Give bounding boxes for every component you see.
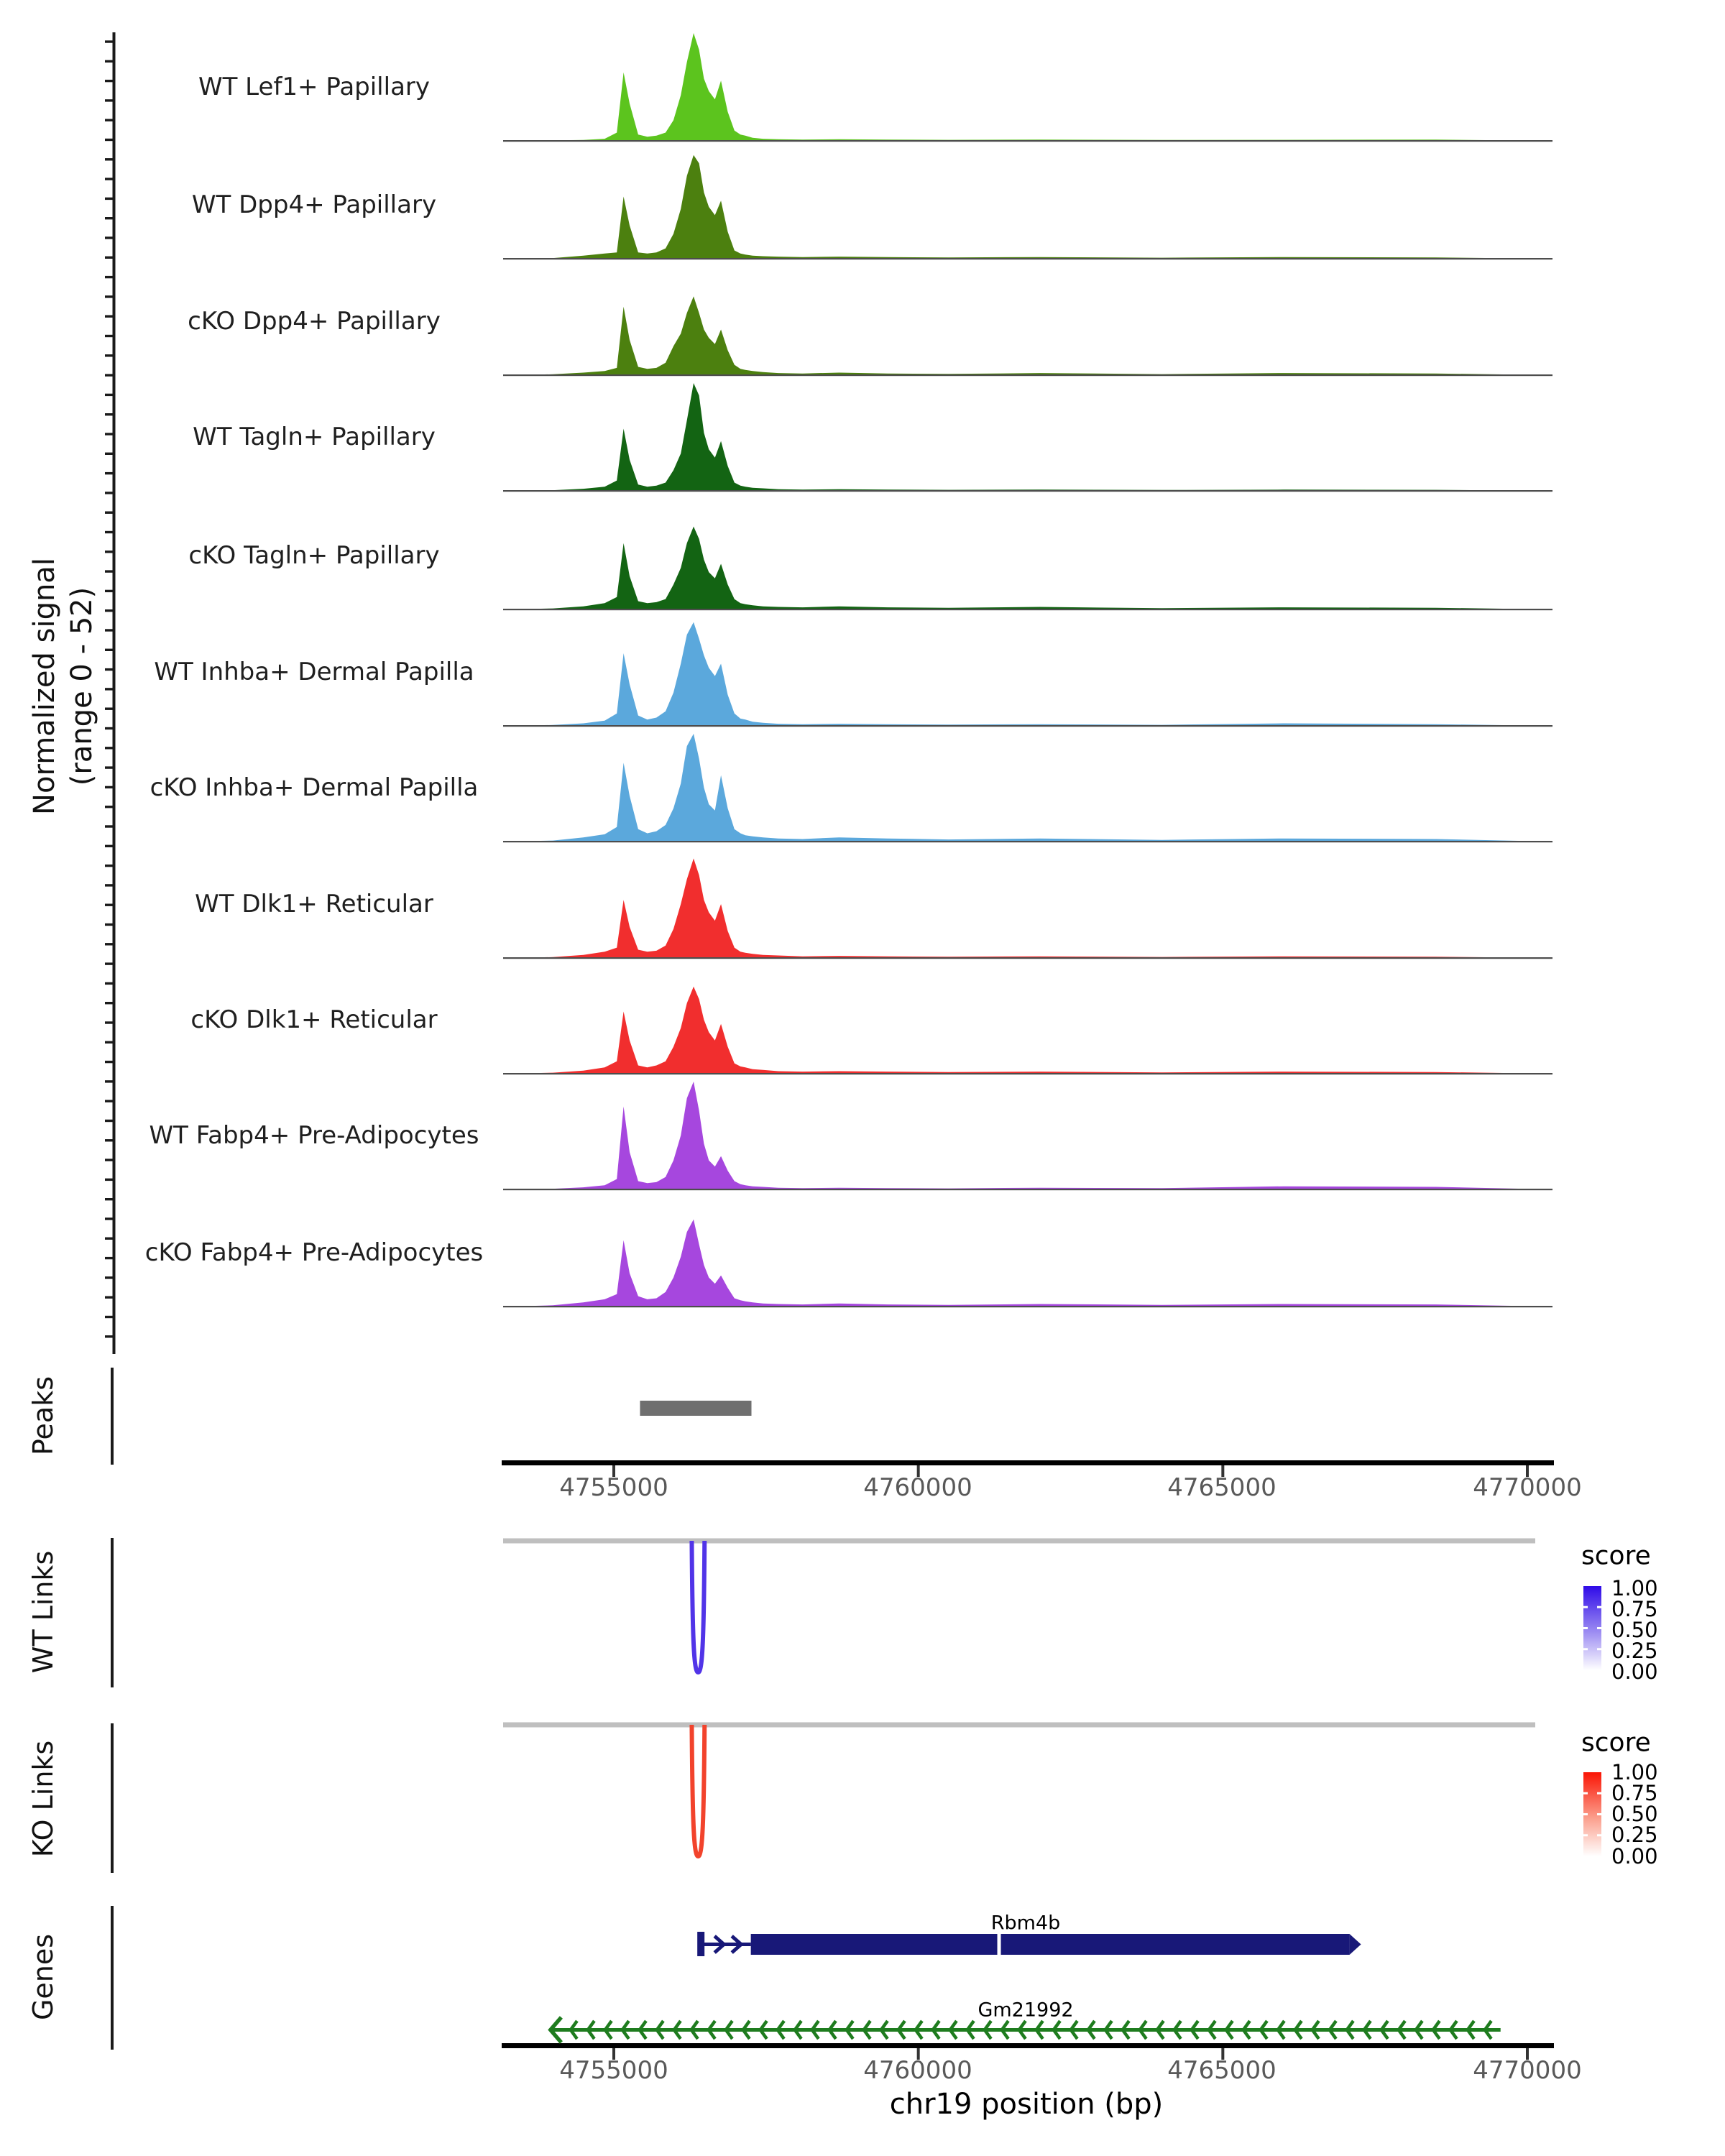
track-baseline <box>503 725 1552 727</box>
ko-legend-0.00: 0.00 <box>1611 1844 1658 1869</box>
y-axis-sublabel: (range 0 - 52) <box>65 586 98 786</box>
track-baseline <box>503 140 1552 142</box>
track-baseline <box>503 957 1552 959</box>
track-label-wt-tagln: WT Tagln+ Papillary <box>193 423 436 451</box>
bottom-axis-tick-4755000: 4755000 <box>559 2056 668 2085</box>
gene-label-rbm4b: Rbm4b <box>990 1912 1061 1935</box>
coverage-track-6 <box>503 734 1552 842</box>
genes-side-label: Genes <box>27 1933 59 2021</box>
side-brackets <box>111 1368 114 2050</box>
link-loop <box>691 1541 704 1672</box>
gene-model-rbm4b <box>697 1932 1361 1956</box>
track-label-wt-lef1: WT Lef1+ Papillary <box>198 73 431 101</box>
ko-score-legend <box>1583 1772 1601 1856</box>
wt-links-panel <box>503 1539 1535 1673</box>
coverage-track-3 <box>503 383 1552 492</box>
wt-legend-0.75: 0.75 <box>1611 1597 1658 1621</box>
bottom-axis-tick-4760000: 4760000 <box>863 2056 972 2085</box>
track-label-cko-inhba: cKO Inhba+ Dermal Papilla <box>150 773 479 802</box>
normalized-signal-axis <box>105 32 116 1354</box>
coverage-fill <box>503 734 1552 842</box>
track-label-cko-tagln: cKO Tagln+ Papillary <box>188 541 440 570</box>
track-baseline <box>503 258 1552 259</box>
bottom-axis-tick-4765000: 4765000 <box>1167 2056 1276 2085</box>
coverage-fill <box>503 622 1552 726</box>
wt-links-side-label: WT Links <box>27 1550 59 1674</box>
coverage-fill <box>503 527 1552 609</box>
coverage-track-4 <box>503 527 1552 611</box>
coverage-fill <box>503 987 1552 1074</box>
track-baseline <box>503 1073 1552 1074</box>
coverage-track-10 <box>503 1220 1552 1307</box>
coverage-fill <box>503 155 1552 259</box>
peaks-track <box>640 1401 751 1416</box>
wt-legend-title: score <box>1581 1541 1651 1571</box>
track-label-cko-dpp4: cKO Dpp4+ Papillary <box>188 307 441 336</box>
ko-links-side-label: KO Links <box>27 1740 59 1858</box>
ko-legend-0.75: 0.75 <box>1611 1781 1658 1805</box>
track-label-wt-inhba: WT Inhba+ Dermal Papilla <box>154 658 474 686</box>
mid-axis-tick-4770000: 4770000 <box>1473 1473 1582 1502</box>
wt-legend-0.50: 0.50 <box>1611 1618 1658 1642</box>
mid-axis-tick-4760000: 4760000 <box>863 1473 972 1502</box>
mid-axis-tick-4765000: 4765000 <box>1167 1473 1276 1502</box>
track-label-wt-fabp4: WT Fabp4+ Pre-Adipocytes <box>149 1121 479 1150</box>
track-baseline <box>503 609 1552 610</box>
ko-legend-title: score <box>1581 1728 1651 1758</box>
ko-legend-0.50: 0.50 <box>1611 1802 1658 1826</box>
coverage-track-7 <box>503 859 1552 959</box>
coverage-fill <box>503 296 1552 375</box>
wt-legend-1.00: 1.00 <box>1611 1576 1658 1600</box>
coverage-track-5 <box>503 622 1552 727</box>
mid-axis-tick-4755000: 4755000 <box>559 1473 668 1502</box>
coverage-track-1 <box>503 155 1552 259</box>
track-baseline <box>503 490 1552 492</box>
coverage-fill <box>503 1082 1552 1189</box>
track-label-cko-fabp4: cKO Fabp4+ Pre-Adipocytes <box>144 1238 484 1267</box>
coverage-track-0 <box>503 33 1552 142</box>
track-baseline <box>503 374 1552 376</box>
coverage-track-8 <box>503 987 1552 1074</box>
peak-interval <box>640 1401 751 1416</box>
ko-legend-0.25: 0.25 <box>1611 1823 1658 1847</box>
links-baseline <box>503 1723 1535 1728</box>
bottom-axis-tick-4770000: 4770000 <box>1473 2056 1582 2085</box>
track-label-wt-dpp4: WT Dpp4+ Papillary <box>191 190 437 219</box>
y-axis-label: Normalized signal <box>28 558 61 815</box>
track-label-wt-dlk1: WT Dlk1+ Reticular <box>195 890 433 918</box>
wt-legend-0.25: 0.25 <box>1611 1639 1658 1663</box>
track-baseline <box>503 841 1552 842</box>
track-baseline <box>503 1189 1552 1190</box>
track-baseline <box>503 1306 1552 1307</box>
coverage-fill <box>503 1220 1552 1307</box>
track-label-cko-dlk1: cKO Dlk1+ Reticular <box>190 1005 438 1034</box>
links-baseline <box>503 1539 1535 1544</box>
coverage-fill <box>503 383 1552 491</box>
coverage-fill <box>503 33 1552 141</box>
ko-legend-1.00: 1.00 <box>1611 1760 1658 1784</box>
wt-score-legend <box>1583 1586 1601 1670</box>
gene-label-gm21992: Gm21992 <box>978 1999 1074 2022</box>
x-axis-title: chr19 position (bp) <box>889 2088 1164 2121</box>
wt-legend-0.00: 0.00 <box>1611 1659 1658 1684</box>
coverage-fill <box>503 859 1552 959</box>
coverage-track-2 <box>503 296 1552 376</box>
ko-links-panel <box>503 1723 1535 1857</box>
link-loop <box>691 1725 704 1856</box>
peaks-side-label: Peaks <box>27 1376 59 1456</box>
coverage-track-9 <box>503 1082 1552 1190</box>
